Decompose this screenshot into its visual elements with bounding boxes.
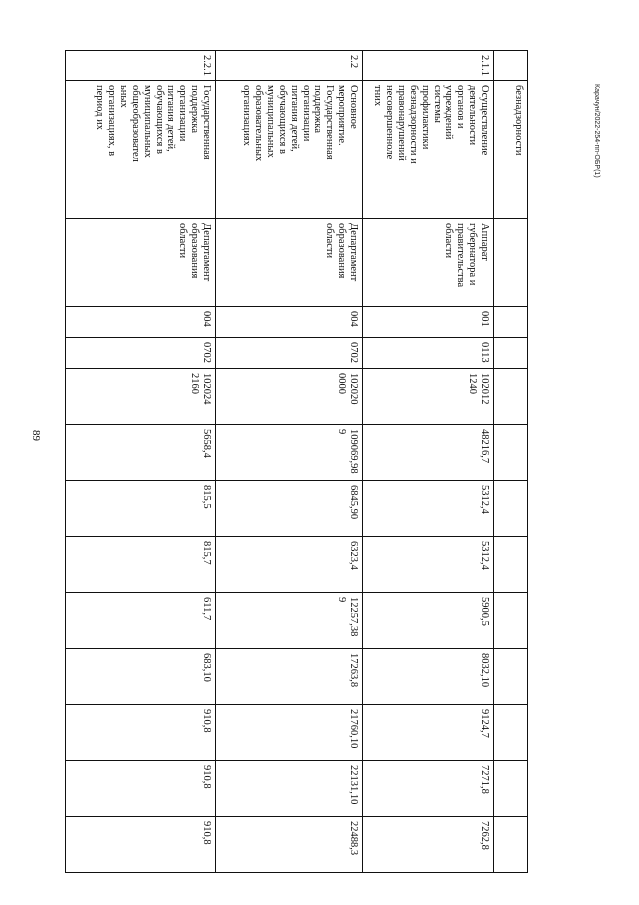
- cell-value-total: 48216,7: [363, 425, 494, 481]
- cell-executor: Департамент образования области: [216, 219, 363, 307]
- cell-value: [494, 761, 528, 817]
- cell-value: 815,7: [66, 537, 216, 593]
- cell-name-continuation: безнадзорности: [494, 81, 528, 219]
- document-reference-note: Карачун/2022-254-пп-ОБР(1): [593, 84, 600, 178]
- cell-value: 9124,7: [363, 705, 494, 761]
- cell-grbs: [494, 307, 528, 338]
- cell-value: [494, 649, 528, 705]
- budget-table-rotated: [66, 50, 528, 856]
- cell-value: 22131,10: [216, 761, 363, 817]
- cell-value: 5312,4: [363, 537, 494, 593]
- cell-value: 910,8: [66, 705, 216, 761]
- cell-num: [494, 51, 528, 81]
- cell-rzpr: [494, 338, 528, 369]
- cell-csr: 102012 1240: [363, 369, 494, 425]
- table-row: [363, 51, 494, 873]
- cell-grbs: 004: [216, 307, 363, 338]
- cell-value: 683,10: [66, 649, 216, 705]
- cell-executor: Департамент образования области: [66, 219, 216, 307]
- page-number: 89: [30, 430, 42, 441]
- table-row-continuation: [494, 51, 528, 873]
- cell-rzpr: 0113: [363, 338, 494, 369]
- cell-name: Осуществление деятельности органов и учреждений системы профилактики безнадзорности и правонарушений несовершенноле тних: [363, 81, 494, 219]
- table-row: [66, 51, 216, 873]
- cell-num: 2.2: [216, 51, 363, 81]
- cell-value: [494, 481, 528, 537]
- cell-csr: [494, 369, 528, 425]
- cell-grbs: 004: [66, 307, 216, 338]
- cell-value: 815,5: [66, 481, 216, 537]
- cell-value: 21760,10: [216, 705, 363, 761]
- cell-value: 7262,8: [363, 817, 494, 873]
- cell-value: 5312,4: [363, 481, 494, 537]
- cell-value: [494, 593, 528, 649]
- cell-csr: 102020 0000: [216, 369, 363, 425]
- cell-value: 611,7: [66, 593, 216, 649]
- cell-rzpr: 0702: [216, 338, 363, 369]
- cell-num: 2.2.1: [66, 51, 216, 81]
- cell-value: 910,8: [66, 761, 216, 817]
- cell-value: 6845,90: [216, 481, 363, 537]
- cell-value: [494, 705, 528, 761]
- cell-value: 12257,38 9: [216, 593, 363, 649]
- cell-executor: [494, 219, 528, 307]
- cell-value-total: 5658,4: [66, 425, 216, 481]
- cell-value: 5900,5: [363, 593, 494, 649]
- cell-value-total: 109069,98 9: [216, 425, 363, 481]
- cell-executor: Аппарат губернатора и правительства области: [363, 219, 494, 307]
- cell-value: 6323,4: [216, 537, 363, 593]
- cell-value: 8032,10: [363, 649, 494, 705]
- cell-value: [494, 817, 528, 873]
- cell-num: 2.1.1: [363, 51, 494, 81]
- cell-csr: 102024 2160: [66, 369, 216, 425]
- table-row: [216, 51, 363, 873]
- cell-value: 17263,8: [216, 649, 363, 705]
- cell-rzpr: 0702: [66, 338, 216, 369]
- cell-value: 7271,8: [363, 761, 494, 817]
- cell-value: [494, 537, 528, 593]
- cell-name: Основное мероприятие. Государственная поддержка организации питания детей, обучающихся в муниципальных образовательных организациях: [216, 81, 363, 219]
- cell-value: 910,8: [66, 817, 216, 873]
- cell-name: Государственная поддержка организации питания детей, обучающихся в муниципальных общеобразовател ьных организациях, в период их: [66, 81, 216, 219]
- cell-value: [494, 425, 528, 481]
- cell-value: 22488,3: [216, 817, 363, 873]
- budget-table: [65, 50, 528, 873]
- cell-grbs: 001: [363, 307, 494, 338]
